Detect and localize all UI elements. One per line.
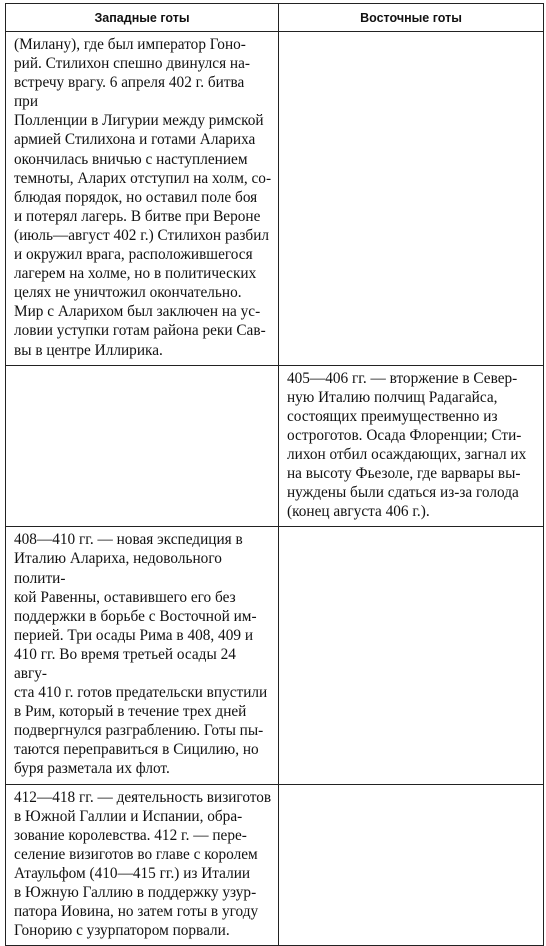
text-line: (июль—август 402 г.) Стилихон разбил	[14, 226, 270, 244]
cell-east-goths	[279, 32, 544, 366]
cell-west-goths	[6, 365, 279, 527]
text-line: в Рим, который в течение трех дней	[14, 703, 247, 721]
text-line: состоящих преимущественно из	[287, 407, 498, 425]
text-line: 410 гг. Во время третьей осады 24 авгу-	[14, 645, 236, 682]
text-line: и потерял лагерь. В битве при Вероне	[14, 207, 261, 225]
text-line: вы в центре Иллирика.	[14, 341, 163, 359]
text-line: встречу врагу. 6 апреля 402 г. битва при	[14, 74, 245, 111]
text-line: зование королевства. 412 г. — пере-	[14, 826, 247, 844]
text-line: таются переправиться в Сицилию, но	[14, 741, 259, 759]
cell-west-goths	[6, 32, 279, 366]
text-line: Италию Алариха, недовольного полити-	[14, 550, 222, 587]
text-line: ловии уступки готам района реки Сав-	[14, 322, 266, 340]
text-line: ную Италию полчищ Радагайса,	[287, 388, 498, 406]
text-line: нуждены были сдаться из-за голода	[287, 484, 519, 502]
table-row	[6, 527, 544, 784]
text-line: и окружил врага, расположившегося	[14, 246, 253, 264]
text-line: поддержки в борьбе с Восточной им-	[14, 607, 257, 625]
cell-east-goths	[279, 784, 544, 946]
text-line: (конец августа 406 г.).	[287, 503, 430, 521]
text-line: блюдая порядок, но оставил поле боя	[14, 188, 258, 206]
text-line: подвергнулся разграблению. Готы пы-	[14, 722, 264, 740]
text-line: 412—418 гг. — деятельность визиготов	[14, 788, 272, 806]
document-page	[5, 3, 543, 946]
text-line: армией Стилихона и готами Алариха	[14, 131, 256, 149]
column-header-east-goths: Восточные готы	[279, 4, 544, 32]
text-line: 408—410 гг. — новая экспедиция в	[14, 531, 243, 549]
text-line: буря разметала их флот.	[14, 760, 170, 778]
text-line: рий. Стилихон спешно двинулся на-	[14, 55, 250, 73]
text-line: Гонорию с узурпатором порвали.	[14, 922, 230, 940]
text-line: патора Иовина, но затем готы в угоду	[14, 903, 259, 921]
text-line: ста 410 г. готов предательски впустили	[14, 684, 268, 702]
cell-west-goths	[6, 527, 279, 784]
table-header-row	[6, 4, 544, 32]
text-line: лихон отбил осаждающих, загнал их	[287, 445, 527, 463]
table-row	[6, 365, 544, 527]
text-line: окончилась вничью с наступлением	[14, 150, 248, 168]
text-line: Мир с Аларихом был заключен на ус-	[14, 303, 261, 321]
cell-east-goths	[279, 365, 544, 527]
table-row	[6, 784, 544, 946]
text-line: Полленции в Лигурии между римской	[14, 112, 264, 130]
text-line: 405—406 гг. — вторжение в Север-	[287, 369, 518, 387]
table-row	[6, 32, 544, 366]
text-line: целях не уничтожил окончательно.	[14, 284, 242, 302]
text-line: в Южную Галлию в поддержку узур-	[14, 884, 257, 902]
text-line: остроготов. Осада Флоренции; Сти-	[287, 426, 522, 444]
goths-comparison-table	[5, 3, 544, 946]
text-line: кой Равенны, оставившего его без	[14, 588, 236, 606]
text-line: перией. Три осады Рима в 408, 409 и	[14, 626, 254, 644]
cell-east-goths	[279, 527, 544, 784]
text-line: Атаульфом (410—415 гг.) из Италии	[14, 864, 251, 882]
text-line: (Милану), где был император Гоно-	[14, 36, 246, 53]
cell-west-goths	[6, 784, 279, 946]
column-header-west-goths: Западные готы	[6, 4, 279, 32]
text-line: селение визиготов во главе с королем	[14, 845, 258, 863]
text-line: лагерем на холме, но в политических	[14, 265, 257, 283]
text-line: на высоту Фьезоле, где варвары вы-	[287, 465, 521, 483]
text-line: темноты, Аларих отступил на холм, со-	[14, 169, 272, 187]
text-line: в Южной Галлии и Испании, обра-	[14, 807, 243, 825]
